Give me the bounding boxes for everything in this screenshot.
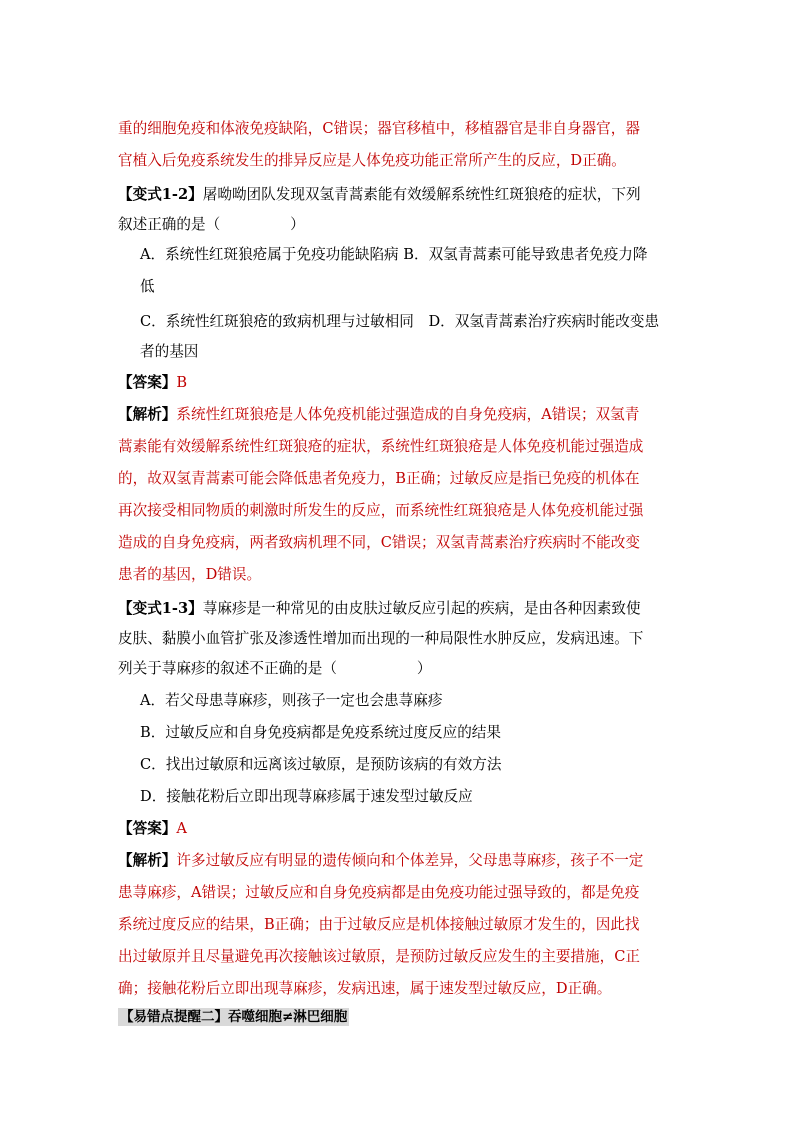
question-1-2-analysis-line-5: 造成的自身免疫病，两者致病机理不同，C错误；双氢青蒿素治疗疾病时不能改变 bbox=[118, 534, 640, 551]
question-1-2-analysis-line-2: 蒿素能有效缓解系统性红斑狼疮的症状，系统性红斑狼疮是人体免疫机能过强造成 bbox=[118, 438, 644, 455]
question-1-2-stem-text-2: 叙述正确的是（ bbox=[118, 216, 221, 233]
question-1-3-option-d: D．接触花粉后立即出现荨麻疹属于速发型过敏反应 bbox=[140, 788, 473, 805]
question-1-2-option-cd-line-2: 者的基因 bbox=[140, 343, 199, 360]
question-1-3-analysis-line-5: 确；接触花粉后立即出现荨麻疹，发病迅速，属于速发型过敏反应，D正确。 bbox=[118, 980, 612, 997]
question-1-3-stem-text: 荨麻疹是一种常见的由皮肤过敏反应引起的疾病，是由各种因素致使 bbox=[202, 600, 641, 617]
answer-tag: 【答案】 bbox=[118, 374, 177, 391]
question-1-2-analysis-line-6: 患者的基因，D错误。 bbox=[118, 566, 262, 583]
question-1-3-option-c: C．找出过敏原和远离该过敏原，是预防该病的有效方法 bbox=[140, 756, 502, 773]
question-1-2-analysis-line-4: 再次接受相同物质的刺激时所发生的反应，而系统性红斑狼疮是人体免疫机能过强 bbox=[118, 502, 644, 519]
analysis-tag: 【解析】 bbox=[118, 406, 177, 423]
question-1-3-option-b: B．过敏反应和自身免疫病都是免疫系统过度反应的结果 bbox=[140, 724, 501, 741]
question-1-3-analysis-line-2: 患荨麻疹，A错误；过敏反应和自身免疫病都是由免疫功能过强导致的，都是免疫 bbox=[118, 884, 640, 901]
question-1-3-tag: 【变式1-3】 bbox=[118, 600, 203, 617]
answer-value: B bbox=[176, 374, 188, 391]
question-1-2-stem-text: 屠呦呦团队发现双氢青蒿素能有效缓解系统性红斑狼疮的症状，下列 bbox=[202, 186, 641, 203]
prev-analysis-line-2: 官植入后免疫系统发生的排异反应是人体免疫功能正常所产生的反应，D正确。 bbox=[118, 152, 626, 169]
question-1-2-analysis-line-1 bbox=[118, 404, 639, 426]
analysis-text: 许多过敏反应有明显的遗传倾向和个体差异，父母患荨麻疹，孩子不一定 bbox=[176, 852, 644, 869]
question-1-2-option-ab-line-1: A．系统性红斑狼疮属于免疫功能缺陷病 B．双氢青蒿素可能导致患者免疫力降 bbox=[140, 246, 648, 263]
section-heading bbox=[118, 1006, 349, 1028]
answer-value: A bbox=[176, 820, 187, 837]
question-1-2-analysis-line-3: 的，故双氢青蒿素可能会降低患者免疫力，B正确；过敏反应是指已免疫的机体在 bbox=[118, 470, 640, 487]
question-1-3-analysis-line-4: 出过敏原并且尽量避免再次接触该过敏原，是预防过敏反应发生的主要措施，C正 bbox=[118, 948, 640, 965]
answer-tag: 【答案】 bbox=[118, 820, 177, 837]
question-1-2-tag: 【变式1-2】 bbox=[118, 186, 203, 203]
question-1-3-option-a: A．若父母患荨麻疹，则孩子一定也会患荨麻疹 bbox=[140, 692, 443, 709]
question-1-3-answer bbox=[118, 818, 187, 840]
question-1-2-option-ab-line-2: 低 bbox=[140, 278, 155, 295]
question-1-2-stem-line-1 bbox=[118, 184, 641, 206]
question-1-3-stem-line-2: 皮肤、黏膜小血管扩张及渗透性增加而出现的一种局限性水肿反应，发病迅速。下 bbox=[118, 630, 644, 647]
question-1-2-stem-close: ） bbox=[290, 216, 305, 233]
question-1-3-stem-line-3 bbox=[118, 658, 432, 680]
question-1-2-option-cd-line-1: C．系统性红斑狼疮的致病机理与过敏相同 D．双氢青蒿素治疗疾病时能改变患 bbox=[140, 313, 660, 330]
prev-analysis-line-1: 重的细胞免疫和体液免疫缺陷，C错误；器官移植中，移植器官是非自身器官，器 bbox=[118, 120, 640, 137]
section-heading-text: 【易错点提醒二】吞噬细胞≠淋巴细胞 bbox=[120, 1009, 348, 1025]
question-1-2-answer bbox=[118, 372, 187, 394]
analysis-text: 系统性红斑狼疮是人体免疫机能过强造成的自身免疫病，A错误；双氢青 bbox=[176, 406, 640, 423]
question-1-2-stem-line-2 bbox=[118, 214, 305, 236]
question-1-3-analysis-line-1 bbox=[118, 850, 643, 872]
question-1-3-stem-line-1 bbox=[118, 598, 641, 620]
question-1-3-stem-text-3: 列关于荨麻疹的叙述不正确的是（ bbox=[118, 660, 337, 677]
question-1-3-stem-close: ） bbox=[416, 660, 432, 677]
question-1-3-analysis-line-3: 系统过度反应的结果，B正确；由于过敏反应是机体接触过敏原才发生的，因此找 bbox=[118, 916, 640, 933]
analysis-tag: 【解析】 bbox=[118, 852, 177, 869]
